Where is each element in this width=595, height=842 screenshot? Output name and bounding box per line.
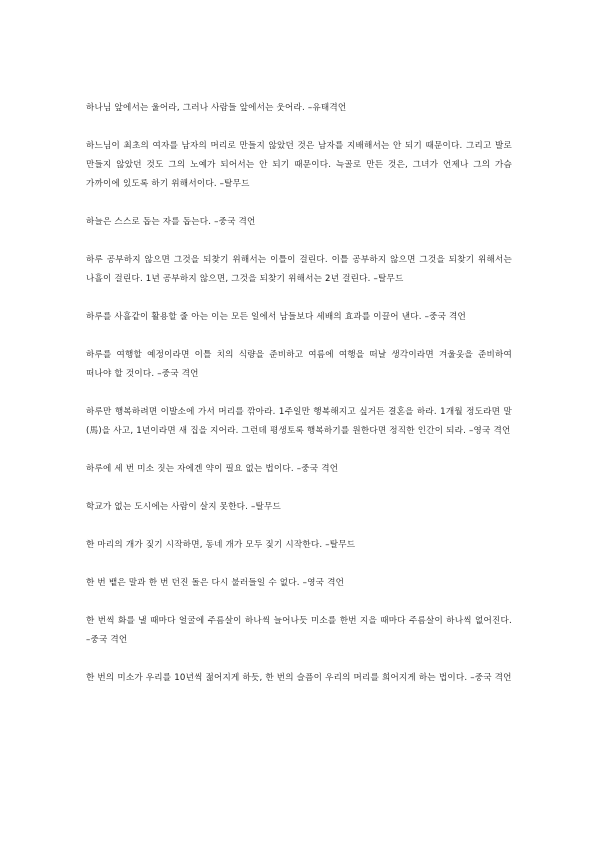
paragraph: 학교가 없는 도시에는 사람이 살지 못한다. –탈무드 xyxy=(86,502,282,512)
paragraph: 하느님이 최초의 여자를 남자의 머리로 만들지 않았던 것은 남자를 지배해서는 안 되기 때문이다. 그리고 발로 만들지 않았던 것도 그의 노예가 되어서는 안 되기 때문이다. 늑골로 만든 것은, 그녀가 언제나 그의 가슴 가까이에 있도록 하기 위해서이다. –탈무드 xyxy=(86,141,512,189)
paragraph: 하루를 사흘같이 활용할 줄 아는 이는 모든 일에서 남들보다 세배의 효과를 이끌어 낸다. –중국 격언 xyxy=(86,312,467,322)
paragraph: 하루를 여행할 예정이라면 이틀 치의 식량을 준비하고 여름에 여행을 떠날 생각이라면 겨울옷을 준비하여 떠나야 할 것이다. –중국 격언 xyxy=(86,350,512,379)
paragraph: 하루 공부하지 않으면 그것을 되찾기 위해서는 이틀이 걸린다. 이틀 공부하지 않으면 그것을 되찾기 위해서는 나흘이 걸린다. 1년 공부하지 않으면, 그것을 되찾기 위해서는 2년 걸린다. –탈무드 xyxy=(86,255,512,284)
paragraph: 하루에 세 번 미소 짓는 자에겐 약이 필요 없는 법이다. –중국 격언 xyxy=(86,464,339,474)
document-body xyxy=(86,99,512,707)
paragraph: 한 마리의 개가 짖기 시작하면, 동네 개가 모두 짖기 시작한다. –탈무드 xyxy=(86,540,356,550)
paragraph: 한 번의 미소가 우리를 10년씩 젊어지게 하듯, 한 번의 슬픔이 우리의 머리를 희어지게 하는 법이다. –중국 격언 xyxy=(86,673,512,683)
paragraph: 한 번 뱉은 말과 한 번 던진 돌은 다시 불러들일 수 없다. –영국 격언 xyxy=(86,578,345,588)
paragraph: 하루만 행복하려면 이발소에 가서 머리를 깎아라. 1주일만 행복해지고 싶거든 결혼을 하라. 1개월 정도라면 말(馬)을 사고, 1년이라면 새 집을 지어라. 그런데 평생토록 행복하기를 원한다면 정직한 인간이 되라. –영국 격언 xyxy=(86,407,512,436)
paragraph: 한 번씩 화를 낼 때마다 얼굴에 주름살이 하나씩 늘어나듯 미소를 한번 지을 때마다 주름살이 하나씩 없어진다. –중국 격언 xyxy=(86,616,512,645)
paragraph: 하나님 앞에서는 울어라, 그러나 사람들 앞에서는 웃어라. –유태격언 xyxy=(86,103,347,113)
paragraph: 하늘은 스스로 돕는 자를 돕는다. –중국 격언 xyxy=(86,217,256,227)
